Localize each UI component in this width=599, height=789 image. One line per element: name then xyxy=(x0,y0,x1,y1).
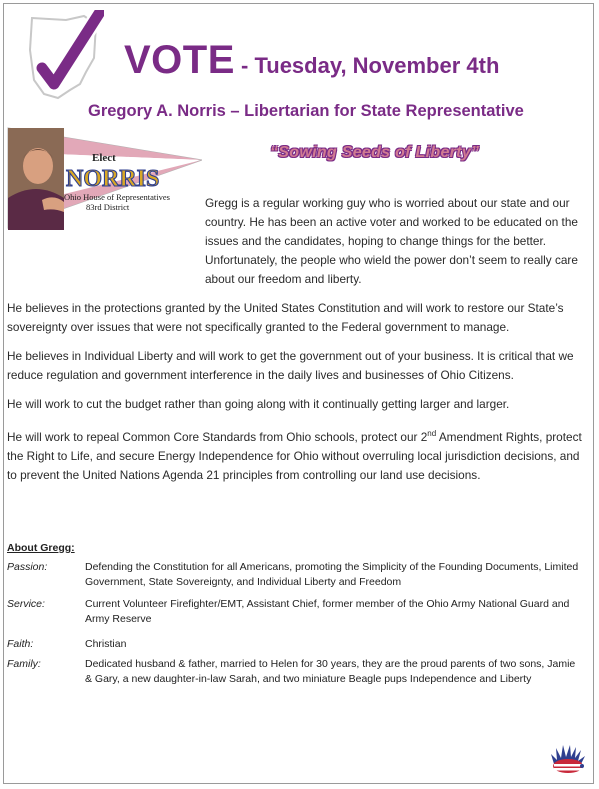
about-row-service xyxy=(7,597,585,627)
about-label: Passion: xyxy=(7,561,48,573)
about-label: Service: xyxy=(7,598,45,610)
banner-office: Ohio House of Representatives xyxy=(64,192,170,202)
about-value: Christian xyxy=(85,638,127,650)
candidate-line: Gregory A. Norris – Libertarian for State Representative xyxy=(88,102,524,120)
vote-word: VOTE xyxy=(124,38,235,82)
libertarian-porcupine-logo-icon xyxy=(548,742,588,776)
paragraph-budget: He will work to cut the budget rather than going along with it continually getting larger and larger. xyxy=(7,397,510,411)
paragraph-constitution: He believes in the protections granted by the United States Constitution and will work to restore our State’s sovereignty over issues that were not specifically granted to the Federal government to manage. xyxy=(7,301,564,334)
about-value: Dedicated husband & father, married to Helen for 30 years, they are the proud parents of two sons, Jamie & Gary, a new daughter-in-law Sarah, and two miniature Beagle pups Independence and Liberty xyxy=(85,658,576,685)
paragraph-commitments: He will work to repeal Common Core Standards from Ohio schools, protect our 2nd Amendment Rights, protect the Right to Life, and secure Energy Independence for Ohio without overruling local jurisdiction decisions, and to prevent the United Nations Agenda 21 principles from controlling our land use decisions. xyxy=(7,429,582,482)
banner-district: 83rd District xyxy=(86,202,130,212)
banner-name: NORRIS xyxy=(66,166,160,192)
vote-headline xyxy=(124,38,499,83)
paragraph-liberty: He believes in Individual Liberty and will work to get the government out of your business. It is critical that we reduce regulation and government interference in the daily lives and businesses of Ohio Citizens. xyxy=(7,349,574,382)
about-row-faith xyxy=(7,637,585,652)
about-label: Faith: xyxy=(7,638,34,650)
banner-elect: Elect xyxy=(92,152,116,164)
vote-date: - Tuesday, November 4th xyxy=(234,53,500,78)
about-row-passion xyxy=(7,560,585,590)
ohio-checkmark-icon xyxy=(14,10,104,105)
about-label: Family: xyxy=(7,658,41,670)
campaign-slogan: “Sowing Seeds of Liberty” xyxy=(270,144,480,161)
body-text xyxy=(7,194,585,495)
about-value: Defending the Constitution for all Americans, promoting the Simplicity of the Founding Documents, Limited Government, State Sovereignty, and Individual Liberty and Freedom xyxy=(85,561,579,588)
about-row-family xyxy=(7,657,585,687)
about-title: About Gregg: xyxy=(7,542,75,554)
about-value: Current Volunteer Firefighter/EMT, Assistant Chief, former member of the Ohio Army National Guard and Army Reserve xyxy=(85,598,570,625)
paragraph-intro: Gregg is a regular working guy who is worried about our state and our country. He has been an active voter and worked to be educated on the issues and the candidates, hoping to change things for the better. Unfortunately, the people who wield the power don’t seem to really care about our freedom and liberty. xyxy=(205,196,578,286)
